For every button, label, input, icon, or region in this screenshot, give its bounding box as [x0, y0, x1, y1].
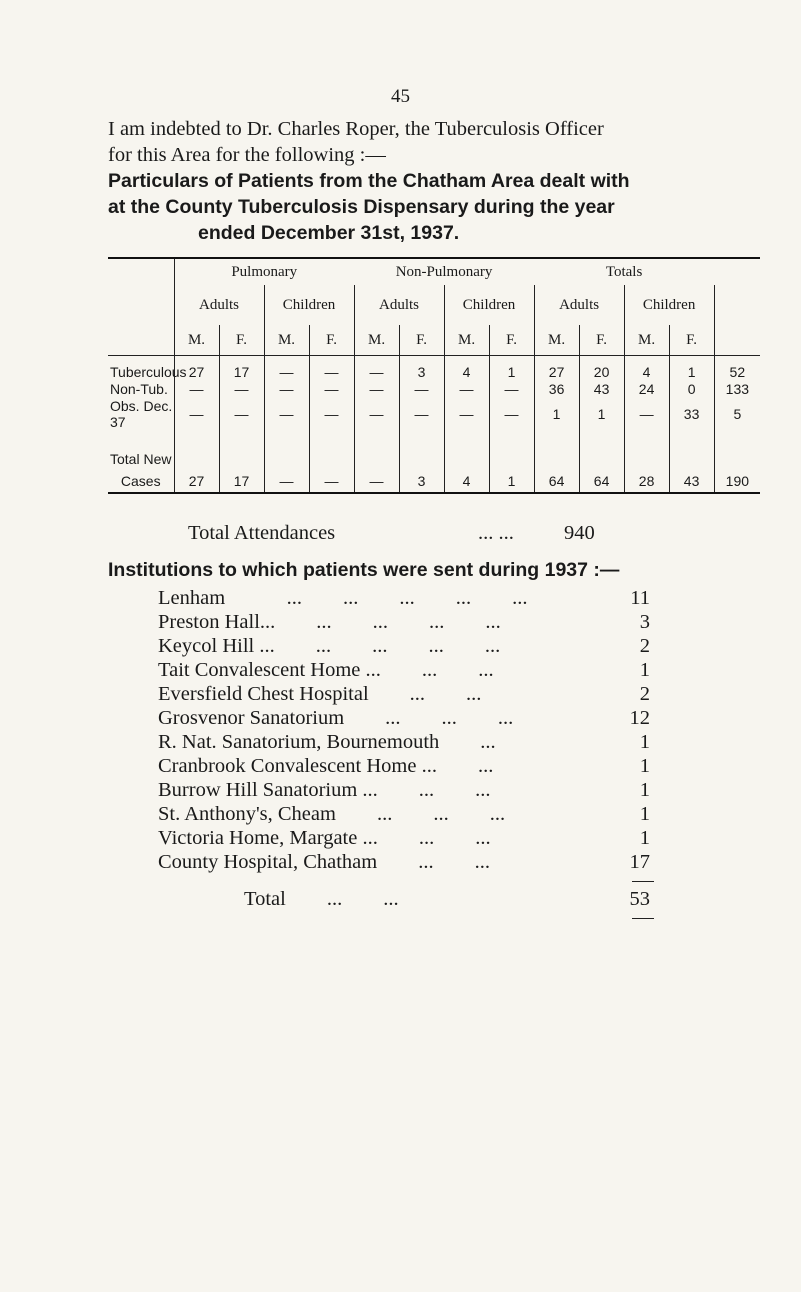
cell: 1 [534, 398, 579, 430]
cell: — [489, 381, 534, 398]
subgroup-children: Children [624, 285, 714, 325]
total-header-row [108, 448, 760, 470]
cell: 52 [714, 364, 760, 381]
heading-line-3: ended December 31st, 1937. [198, 222, 460, 244]
cell: — [264, 470, 309, 493]
cell: — [354, 381, 399, 398]
cell: — [399, 398, 444, 430]
total-attendances [188, 522, 595, 545]
intro-line-1: I am indebted to Dr. Charles Roper, the Tuberculosis Officer [108, 118, 604, 140]
intro-line-2: for this Area for the following :— [108, 144, 386, 166]
cell: 190 [714, 470, 760, 493]
cell: 1 [489, 470, 534, 493]
sex-header: F. [399, 325, 444, 356]
institution-count: 2 [639, 683, 650, 705]
subgroup-children: Children [444, 285, 534, 325]
institution-name: Victoria Home, Margate ... ... ... [158, 827, 491, 849]
institution-count: 1 [639, 803, 650, 825]
institution-count: 17 [629, 851, 650, 873]
cell: — [354, 470, 399, 493]
institution-name: Eversfield Chest Hospital ... ... [158, 683, 482, 705]
sex-header: F. [309, 325, 354, 356]
sex-header: M. [444, 325, 489, 356]
cell: 24 [624, 381, 669, 398]
attendances-label: Total Attendances [188, 522, 336, 544]
sum-rule-top [632, 881, 654, 882]
cell: 17 [219, 470, 264, 493]
cell: — [219, 398, 264, 430]
institution-count: 12 [629, 707, 650, 729]
institutions-total-value: 53 [629, 888, 650, 910]
patients-table [108, 257, 760, 494]
institutions-total-label: Total ... ... [244, 888, 399, 910]
cell: 36 [534, 381, 579, 398]
institution-name: Burrow Hill Sanatorium ... ... ... [158, 779, 491, 801]
row-label: Obs. Dec. 37 [110, 397, 173, 430]
cell: — [309, 364, 354, 381]
attendances-value: 940 [564, 522, 595, 544]
cell: 4 [624, 364, 669, 381]
cell: — [444, 398, 489, 430]
page-number: 45 [391, 86, 410, 107]
subgroup-adults: Adults [174, 285, 264, 325]
institution-count: 1 [639, 731, 650, 753]
table-row [108, 398, 760, 430]
sex-header: M. [534, 325, 579, 356]
cell: 43 [669, 470, 714, 493]
institution-name: Cranbrook Convalescent Home ... ... [158, 755, 494, 777]
cell: — [174, 381, 219, 398]
cell: — [219, 381, 264, 398]
cell: — [489, 398, 534, 430]
cell: — [624, 398, 669, 430]
cell: 43 [579, 381, 624, 398]
institution-count: 11 [630, 587, 650, 609]
heading-line-2: at the County Tuberculosis Dispensary during the year [108, 196, 615, 218]
cell: — [264, 381, 309, 398]
institution-name: Preston Hall... ... ... ... ... [158, 611, 501, 633]
cell: 1 [669, 364, 714, 381]
cell: — [399, 381, 444, 398]
cell: 3 [399, 364, 444, 381]
sex-header: M. [264, 325, 309, 356]
cell: 4 [444, 470, 489, 493]
subgroup-header-row [108, 285, 760, 325]
cell: 64 [534, 470, 579, 493]
cell: — [174, 398, 219, 430]
cell: 17 [219, 364, 264, 381]
sex-header: M. [624, 325, 669, 356]
cell: 33 [669, 398, 714, 430]
group-pulmonary: Pulmonary [174, 258, 354, 285]
cell: 27 [174, 470, 219, 493]
subgroup-children: Children [264, 285, 354, 325]
total-label-2: Cases [108, 470, 174, 493]
institution-count: 2 [639, 635, 650, 657]
group-non-pulmonary: Non-Pulmonary [354, 258, 534, 285]
sex-header: F. [669, 325, 714, 356]
cell: 0 [669, 381, 714, 398]
institutions-heading: Institutions to which patients were sent during 1937 :— [108, 559, 620, 581]
row-label: Non-Tub. [110, 381, 168, 397]
cell: 3 [399, 470, 444, 493]
sex-header: M. [174, 325, 219, 356]
total-label-1: Total New [110, 450, 172, 467]
institution-count: 3 [639, 611, 650, 633]
group-totals: Totals [534, 258, 714, 285]
cell: — [354, 398, 399, 430]
sex-header: F. [489, 325, 534, 356]
sex-header: F. [219, 325, 264, 356]
cell: — [309, 381, 354, 398]
sex-header-row [108, 325, 760, 356]
cell: — [444, 381, 489, 398]
cell: 5 [714, 398, 760, 430]
cell: — [309, 470, 354, 493]
institution-name: Grosvenor Sanatorium ... ... ... [158, 707, 514, 729]
cell: 64 [579, 470, 624, 493]
institution-count: 1 [639, 827, 650, 849]
institution-name: St. Anthony's, Cheam ... ... ... [158, 803, 506, 825]
cell: 4 [444, 364, 489, 381]
cell: — [354, 364, 399, 381]
institution-name: Tait Convalescent Home ... ... ... [158, 659, 494, 681]
institution-count: 1 [639, 779, 650, 801]
cell: 133 [714, 381, 760, 398]
sex-header: M. [354, 325, 399, 356]
table-row [108, 381, 760, 398]
institution-count: 1 [639, 659, 650, 681]
institution-name: Lenham ... ... ... ... ... [158, 587, 528, 609]
row-label: Tuberculous [110, 364, 187, 380]
cell: — [309, 398, 354, 430]
cell: — [264, 398, 309, 430]
cell: — [264, 364, 309, 381]
table-row [108, 364, 760, 381]
institution-name: Keycol Hill ... ... ... ... ... [158, 635, 501, 657]
sum-rule-bottom [632, 918, 654, 919]
institution-name: County Hospital, Chatham ... ... [158, 851, 490, 873]
cell: 1 [579, 398, 624, 430]
subgroup-adults: Adults [534, 285, 624, 325]
heading-line-1: Particulars of Patients from the Chatham Area dealt with [108, 170, 630, 192]
cell: 27 [534, 364, 579, 381]
attendances-dots: ... ... [478, 522, 514, 544]
total-row [108, 470, 760, 493]
cell: 1 [489, 364, 534, 381]
cell: 28 [624, 470, 669, 493]
cell: 27 [174, 364, 219, 381]
subgroup-adults: Adults [354, 285, 444, 325]
institution-name: R. Nat. Sanatorium, Bournemouth ... [158, 731, 496, 753]
sex-header: F. [579, 325, 624, 356]
institution-count: 1 [639, 755, 650, 777]
group-header-row [108, 258, 760, 285]
cell: 20 [579, 364, 624, 381]
